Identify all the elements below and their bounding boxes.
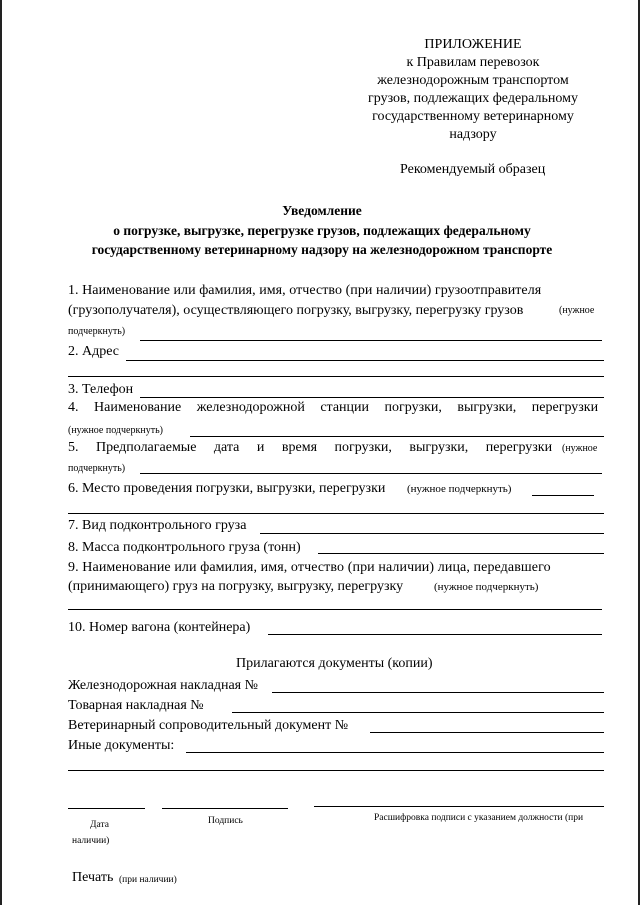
field-1-note-cont: подчеркнуть) bbox=[68, 326, 126, 337]
field-4-note: (нужное подчеркнуть) bbox=[68, 425, 163, 436]
signature-label: Подпись bbox=[208, 816, 243, 826]
attachments-heading: Прилагаются документы (копии) bbox=[236, 656, 433, 671]
goods-waybill-label: Товарная накладная № bbox=[68, 698, 204, 713]
date-label: Дата bbox=[90, 820, 109, 830]
railway-waybill-input-line[interactable] bbox=[272, 692, 604, 693]
field-10-label: 10. Номер вагона (контейнера) bbox=[68, 620, 251, 635]
date-signature-line[interactable] bbox=[68, 808, 145, 809]
field-1-note: (нужное bbox=[559, 305, 595, 316]
field-4-input-line[interactable] bbox=[190, 436, 604, 437]
field-2-label: 2. Адрес bbox=[68, 344, 120, 359]
field-9-label: 9. Наименование или фамилия, имя, отчество (при наличии) лица, передавшего bbox=[68, 560, 551, 575]
field-7-input-line[interactable] bbox=[260, 533, 604, 534]
field-2-input-line[interactable] bbox=[126, 360, 604, 361]
field-5-label: 5. Предполагаемые дата и время погрузки, выгрузки, перегрузки bbox=[68, 440, 553, 455]
document-subtitle-line: о погрузке, выгрузке, перегрузке грузов, подлежащих федеральному bbox=[113, 223, 531, 238]
field-6-input-line-2[interactable] bbox=[68, 513, 604, 514]
field-9-label-cont: (принимающего) груз на погрузку, выгрузку, перегрузку bbox=[68, 579, 404, 594]
field-3-input-line[interactable] bbox=[140, 397, 604, 398]
field-7-label: 7. Вид подконтрольного груза bbox=[68, 518, 247, 533]
field-8-label: 8. Масса подконтрольного груза (тонн) bbox=[68, 540, 301, 555]
other-docs-label: Иные документы: bbox=[68, 738, 175, 753]
other-docs-input-line-2[interactable] bbox=[68, 770, 604, 771]
document-subtitle-line: государственному ветеринарному надзору на железнодорожном транспорте bbox=[91, 242, 553, 257]
vet-document-input-line[interactable] bbox=[370, 732, 604, 733]
appendix-line: грузов, подлежащих федеральному bbox=[368, 91, 578, 106]
stamp-note: (при наличии) bbox=[119, 875, 177, 885]
document-title: Уведомление bbox=[282, 203, 362, 218]
vet-document-label: Ветеринарный сопроводительный документ № bbox=[68, 718, 349, 733]
appendix-line: государственному ветеринарному bbox=[372, 109, 574, 124]
appendix-title: ПРИЛОЖЕНИЕ bbox=[424, 37, 522, 52]
field-1-label: 1. Наименование или фамилия, имя, отчество (при наличии) грузоотправителя bbox=[68, 283, 542, 298]
field-2-input-line-2[interactable] bbox=[68, 376, 604, 377]
goods-waybill-input-line[interactable] bbox=[232, 712, 604, 713]
decoding-signature-line[interactable] bbox=[314, 806, 604, 807]
field-10-input-line[interactable] bbox=[268, 634, 602, 635]
date-label-cont: наличии) bbox=[72, 836, 110, 846]
field-1-input-line[interactable] bbox=[140, 340, 602, 341]
field-9-note: (нужное подчеркнуть) bbox=[434, 581, 539, 593]
field-9-input-line[interactable] bbox=[68, 609, 602, 610]
field-3-label: 3. Телефон bbox=[68, 382, 134, 397]
appendix-header bbox=[358, 36, 588, 144]
field-8-input-line[interactable] bbox=[318, 553, 604, 554]
appendix-line: железнодорожным транспортом bbox=[377, 73, 569, 88]
field-4-label: 4. Наименование железнодорожной станции погрузки, выгрузки, перегрузки bbox=[68, 400, 599, 415]
railway-waybill-label: Железнодорожная накладная № bbox=[68, 678, 258, 693]
sample-label: Рекомендуемый образец bbox=[400, 162, 546, 177]
field-6-note: (нужное подчеркнуть) bbox=[407, 483, 512, 495]
field-5-note-cont: подчеркнуть) bbox=[68, 463, 126, 474]
signature-line[interactable] bbox=[162, 808, 288, 809]
field-6-label: 6. Место проведения погрузки, выгрузки, перегрузки bbox=[68, 481, 386, 496]
decoding-label: Расшифровка подписи с указанием должности (при bbox=[374, 813, 584, 823]
other-docs-input-line[interactable] bbox=[186, 752, 604, 753]
appendix-line: к Правилам перевозок bbox=[406, 55, 540, 70]
field-5-note: (нужное bbox=[562, 443, 598, 454]
field-5-input-line[interactable] bbox=[140, 473, 602, 474]
field-6-input-line[interactable] bbox=[532, 495, 594, 496]
stamp-label: Печать bbox=[72, 870, 114, 885]
appendix-line: надзору bbox=[449, 127, 497, 142]
field-1-label-cont: (грузополучателя), осуществляющего погрузку, выгрузку, перегрузку грузов bbox=[68, 303, 524, 318]
